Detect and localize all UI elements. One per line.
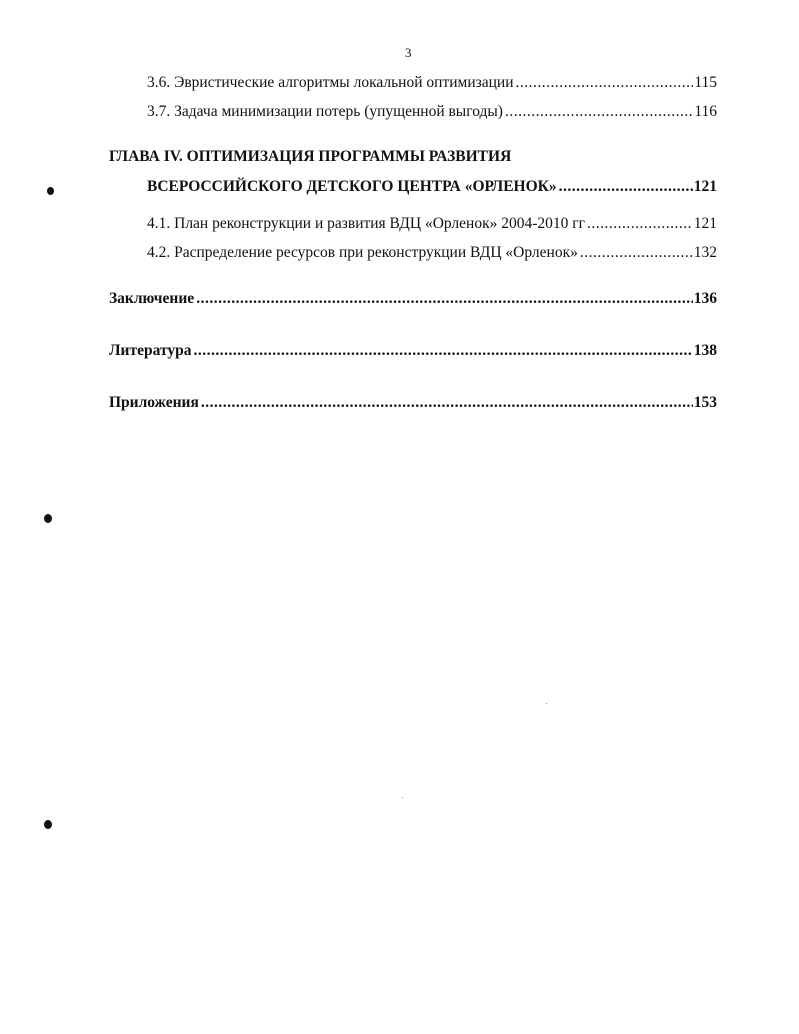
- toc-entry-page: 153: [693, 394, 717, 411]
- toc-entry-3-6: [147, 73, 717, 93]
- toc-entry-4-2: [147, 243, 717, 263]
- scan-speck: [546, 703, 547, 704]
- dot-leader: [587, 214, 693, 234]
- chapter-4-title-line1: ГЛАВА IV. ОПТИМИЗАЦИЯ ПРОГРАММЫ РАЗВИТИЯ: [109, 148, 512, 165]
- dot-leader: [201, 393, 693, 413]
- toc-entry-page: 132: [693, 244, 717, 261]
- binding-hole-mark: [44, 820, 52, 829]
- chapter-4-title-line2: ВСЕРОССИЙСКОГО ДЕТСКОГО ЦЕНТРА «ОРЛЕНОК»: [147, 178, 557, 195]
- toc-entry-chapter-4: [147, 177, 717, 197]
- dot-leader: [505, 102, 693, 122]
- toc-entry-conclusion: [109, 289, 717, 309]
- toc-entry-3-7: [147, 102, 717, 122]
- dot-leader: [193, 341, 692, 361]
- toc-entry-title: Литература: [109, 342, 192, 359]
- toc-entry-title: 4.2. Распределение ресурсов при реконструкции ВДЦ «Орленок»: [147, 244, 578, 261]
- dot-leader: [580, 243, 693, 263]
- toc-entry-page: 115: [694, 74, 717, 91]
- toc-entry-title: 3.6. Эвристические алгоритмы локальной оптимизации: [147, 74, 514, 91]
- toc-entry-page: 116: [694, 103, 717, 120]
- toc-entry-appendices: [109, 393, 717, 413]
- toc-entry-title: 4.1. План реконструкции и развития ВДЦ «Орленок» 2004-2010 гг: [147, 215, 586, 232]
- binding-hole-mark: [47, 187, 54, 195]
- toc-entry-literature: [109, 341, 717, 361]
- toc-entry-page: 121: [693, 178, 717, 195]
- toc-entry-title: 3.7. Задача минимизации потерь (упущенной выгоды): [147, 103, 503, 120]
- dot-leader: [559, 177, 693, 197]
- dot-leader: [196, 289, 693, 309]
- toc-entry-title: Приложения: [109, 394, 199, 411]
- page-number: 3: [405, 45, 412, 60]
- toc-entry-4-1: [147, 214, 717, 234]
- toc-entry-title: Заключение: [109, 290, 195, 307]
- scan-speck: [402, 797, 403, 798]
- toc-entry-page: 136: [693, 290, 717, 307]
- binding-hole-mark: [44, 514, 52, 523]
- toc-entry-page: 138: [693, 342, 717, 359]
- dot-leader: [516, 73, 694, 93]
- toc-entry-page: 121: [693, 215, 717, 232]
